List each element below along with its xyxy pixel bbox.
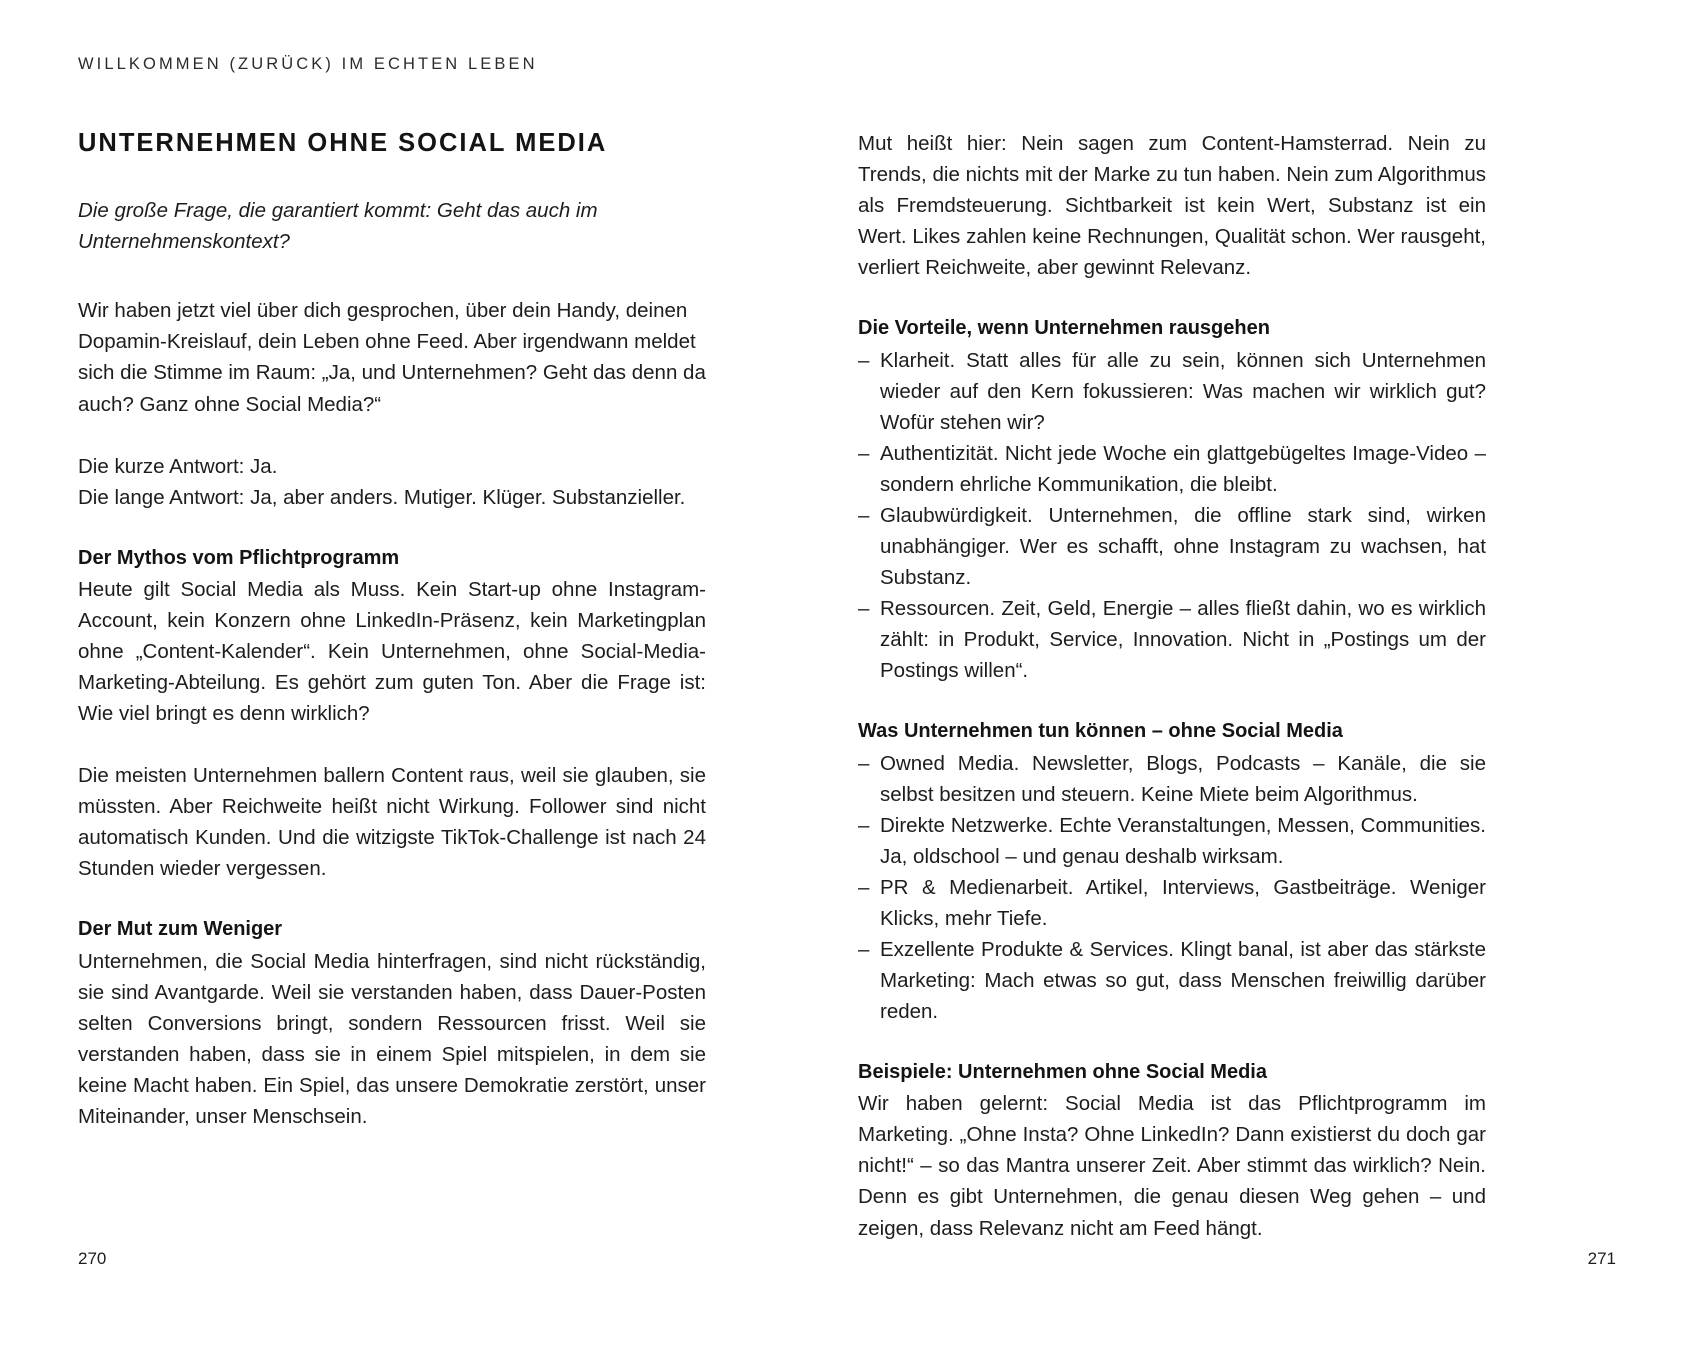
list-item-text: Authentizität. Nicht jede Woche ein glattgebügeltes Image-Video – sondern ehrliche Kommunikation, die bleibt.: [880, 441, 1486, 496]
running-head: WILLKOMMEN (ZURÜCK) IM ECHTEN LEBEN: [78, 55, 538, 73]
list-item: [858, 810, 1486, 872]
dash-marker-icon: –: [858, 441, 870, 465]
list-item-text: Direkte Netzwerke. Echte Veranstaltungen, Messen, Communities. Ja, oldschool – und genau deshalb wirksam.: [880, 813, 1486, 868]
list-item-text: Glaubwürdigkeit. Unternehmen, die offline stark sind, wirken unabhängiger. Wer es schafft, ohne Instagram zu wachsen, hat Substanz.: [880, 503, 1486, 589]
list-item: [858, 345, 1486, 438]
list-item: [858, 934, 1486, 1027]
list-item: [858, 872, 1486, 934]
subheading-vorteile: Die Vorteile, wenn Unternehmen rausgehen: [858, 317, 1270, 340]
list-vorteile: [858, 345, 1486, 687]
answer-short: Die kurze Antwort: Ja.: [78, 454, 278, 478]
chapter-title: UNTERNEHMEN OHNE SOCIAL MEDIA: [78, 129, 608, 157]
dash-marker-icon: –: [858, 813, 870, 837]
list-item-text: PR & Medienarbeit. Artikel, Interviews, Gastbeiträge. Weniger Klicks, mehr Tiefe.: [880, 875, 1486, 930]
paragraph-beispiele: Wir haben gelernt: Social Media ist das Pflichtprogramm im Marketing. „Ohne Insta? Ohne LinkedIn? Dann existierst du doch gar nicht!“ – so das Mantra unserer Zeit. Aber stimmt das wirklich? Nein. Denn es gibt Unternehmen, die genau diesen Weg gehen – und zeigen, dass Relevanz nicht am Feed hängt.: [858, 1092, 1486, 1240]
list-massnahmen: [858, 748, 1486, 1027]
paragraph-mut-zum-weniger: Unternehmen, die Social Media hinterfragen, sind nicht rückständig, sie sind Avantgarde. Weil sie verstanden haben, dass Dauer-Posten selten Conversions bringt, sondern Ressourcen frisst. Weil sie verstanden haben, dass sie in einem Spiel mitspielen, in dem sie keine Macht haben. Ein Spiel, das unsere Demokratie zerstört, unser Miteinander, unser Menschsein.: [78, 949, 706, 1129]
dash-marker-icon: –: [858, 597, 870, 620]
list-item: [858, 438, 1486, 500]
subheading-was-unternehmen-tun-koennen: Was Unternehmen tun können – ohne Social Media: [858, 720, 1343, 743]
subheading-mut-zum-weniger: Der Mut zum Weniger: [78, 918, 283, 941]
dash-marker-icon: –: [858, 751, 870, 775]
paragraph-mythos: Heute gilt Social Media als Muss. Kein Start-up ohne Instagram-Account, kein Konzern ohne LinkedIn-Präsenz, kein Marketingplan ohne „Content-Kalender“. Kein Unternehmen, ohne Social-Media-Marketing-Abteilung. Es gehört zum guten Ton. Aber die Frage ist: Wie viel bringt es denn wirklich?: [78, 578, 706, 726]
folio-left: 270: [78, 1249, 107, 1268]
lead-paragraph: Die große Frage, die garantiert kommt: Geht das auch im Unternehmenskontext?: [78, 198, 598, 253]
list-item: [858, 593, 1486, 686]
paragraph-content-raus: Die meisten Unternehmen ballern Content raus, weil sie glauben, sie müssten. Aber Reichweite heißt nicht Wirkung. Follower sind nicht automatisch Kunden. Und die witzigste TikTok-Challenge ist nach 24 Stunden wieder vergessen.: [78, 764, 706, 881]
paragraph-intro: Wir haben jetzt viel über dich gesprochen, über dein Handy, deinen Dopamin-Kreislauf, dein Leben ohne Feed. Aber irgendwann meldet sich die Stimme im Raum: „Ja, und Unternehmen? Geht das denn da auch? Ganz ohne Social Media?“: [78, 299, 706, 416]
folio-right: 271: [1587, 1249, 1616, 1268]
dash-marker-icon: –: [858, 503, 870, 527]
right-page-column: [858, 128, 1486, 1275]
list-item-text: Klarheit. Statt alles für alle zu sein, können sich Unternehmen wieder auf den Kern fokussieren: Was machen wir wirklich gut? Wofür stehen wir?: [880, 348, 1486, 434]
list-item-text: Owned Media. Newsletter, Blogs, Podcasts – Kanäle, die sie selbst besitzen und steuern. Keine Miete beim Algorithmus.: [880, 751, 1486, 806]
left-page-column: [78, 128, 706, 1275]
answer-long: Die lange Antwort: Ja, aber anders. Mutiger. Klüger. Substanzieller.: [78, 485, 686, 509]
list-item: [858, 748, 1486, 810]
paragraph-mut-heisst-hier: Mut heißt hier: Nein sagen zum Content-Hamsterrad. Nein zu Trends, die nichts mit der Marke zu tun haben. Nein zum Algorithmus als Fremdsteuerung. Sichtbarkeit ist kein Wert, Substanz ist ein Wert. Likes zahlen keine Rechnungen, Qualität schon. Wer rausgeht, verliert Reichweite, aber gewinnt Relevanz.: [858, 132, 1486, 280]
list-item: [858, 500, 1486, 593]
dash-marker-icon: –: [858, 348, 870, 372]
list-item-text: Exzellente Produkte & Services. Klingt banal, ist aber das stärkste Marketing: Mach etwas so gut, dass Menschen freiwillig darüber reden.: [880, 937, 1486, 1023]
spread-columns: [78, 128, 1618, 1275]
dash-marker-icon: –: [858, 937, 870, 961]
list-item-text: Ressourcen. Zeit, Geld, Energie – alles fließt dahin, wo es wirklich zählt: in Produkt, Service, Innovation. Nicht in „Postings um der Postings willen“.: [880, 597, 1486, 683]
subheading-mythos: Der Mythos vom Pflichtprogramm: [78, 546, 400, 569]
dash-marker-icon: –: [858, 875, 870, 899]
subheading-beispiele: Beispiele: Unternehmen ohne Social Media: [858, 1060, 1267, 1083]
